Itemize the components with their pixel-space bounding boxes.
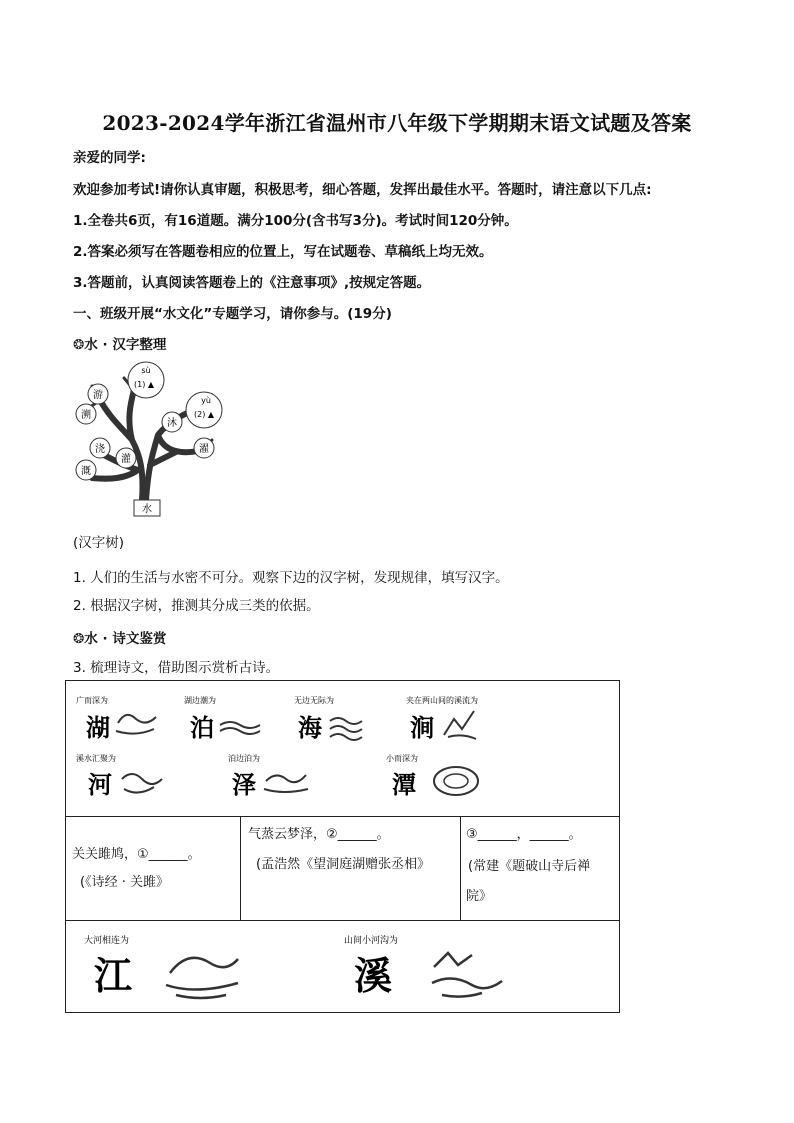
poetry-table xyxy=(65,680,620,1013)
tree-caption: (汉字树) xyxy=(73,535,125,551)
char-note: 夹在两山间的溪流为 xyxy=(406,696,478,705)
char-note: 无边无际为 xyxy=(294,696,334,705)
water-chars-illustration xyxy=(66,681,619,816)
tree-leaf: 溉 xyxy=(81,466,91,477)
question-2: 2. 根据汉字树，推测其分成三类的依据。 xyxy=(73,598,320,614)
question-1: 1. 人们的生活与水密不可分。观察下边的汉字树，发现规律，填写汉字。 xyxy=(73,570,509,586)
char-note: 大河相连为 xyxy=(84,936,130,946)
blank2-pinyin: yù xyxy=(201,396,211,405)
blank1-label: (1) ▲ xyxy=(133,380,155,389)
poem-cell-1-line-2: (《诗经 · 关雎》 xyxy=(80,875,169,890)
poem-cell-3-line-3: 院》 xyxy=(466,889,493,904)
char-glyph: 溪 xyxy=(354,954,393,998)
tree-root: 水 xyxy=(142,504,152,515)
char-glyph: 泽 xyxy=(232,771,256,799)
char-glyph: 涧 xyxy=(410,714,434,742)
tree-leaf: 灌 xyxy=(121,454,131,465)
char-note: 山间小河沟为 xyxy=(344,936,399,946)
poem-cell-1-line-1: 关关雎鸠，①______。 xyxy=(72,847,201,862)
note-3: 3.答题前，认真阅读答题卷上的《注意事项》,按规定答题。 xyxy=(73,275,431,291)
note-1: 1.全卷共6页，有16道题。满分100分(含书写3分)。考试时间120分钟。 xyxy=(73,213,518,229)
welcome-text: 欢迎参加考试!请你认真审题，积极思考，细心答题，发挥出最佳水平。答题时，请注意以下几点: xyxy=(73,182,652,198)
part2-title: ❂水 · 诗文鉴赏 xyxy=(73,631,167,647)
tree-leaf: 濯 xyxy=(199,444,209,455)
hanzi-tree-figure xyxy=(72,360,232,520)
char-glyph: 河 xyxy=(88,771,112,799)
char-note: 广而深为 xyxy=(76,696,108,705)
char-glyph: 潭 xyxy=(392,771,416,799)
part1-title: ❂水 · 汉字整理 xyxy=(73,337,167,353)
char-note: 小而深为 xyxy=(386,754,418,763)
section-heading: 一、班级开展“水文化”专题学习，请你参与。(19分) xyxy=(73,306,392,322)
poem-cell-3-line-1: ③______，______。 xyxy=(466,827,582,842)
char-glyph: 泊 xyxy=(190,714,214,742)
tree-leaf: 溯 xyxy=(81,410,91,421)
char-glyph: 湖 xyxy=(86,714,110,742)
tree-leaf: 沐 xyxy=(167,418,177,429)
blank2-label: (2) ▲ xyxy=(193,410,215,419)
char-glyph: 海 xyxy=(298,714,322,742)
greeting: 亲爱的同学: xyxy=(73,150,146,166)
char-note: 泊边泊为 xyxy=(228,754,260,763)
poem-cell-3-line-2: (常建《题破山寺后禅 xyxy=(468,859,591,874)
char-glyph: 江 xyxy=(94,954,133,998)
page-title: 2023-2024学年浙江省温州市八年级下学期期末语文试题及答案 xyxy=(102,111,692,135)
char-note: 溪水汇聚为 xyxy=(76,754,116,763)
char-note: 湖边潮为 xyxy=(184,696,216,705)
tree-leaf: 游 xyxy=(93,390,103,401)
question-3: 3. 梳理诗文，借助图示赏析古诗。 xyxy=(73,660,280,676)
tree-leaf: 浇 xyxy=(95,444,105,455)
river-chars-illustration xyxy=(66,921,619,1013)
note-2: 2.答案必须写在答题卷相应的位置上，写在试题卷、草稿纸上均无效。 xyxy=(73,244,493,260)
poem-cell-2-line-2: (孟浩然《望洞庭湖赠张丞相》 xyxy=(256,857,431,872)
blank1-pinyin: sù xyxy=(141,366,151,375)
poem-cell-2-line-1: 气蒸云梦泽，②______。 xyxy=(248,827,390,842)
